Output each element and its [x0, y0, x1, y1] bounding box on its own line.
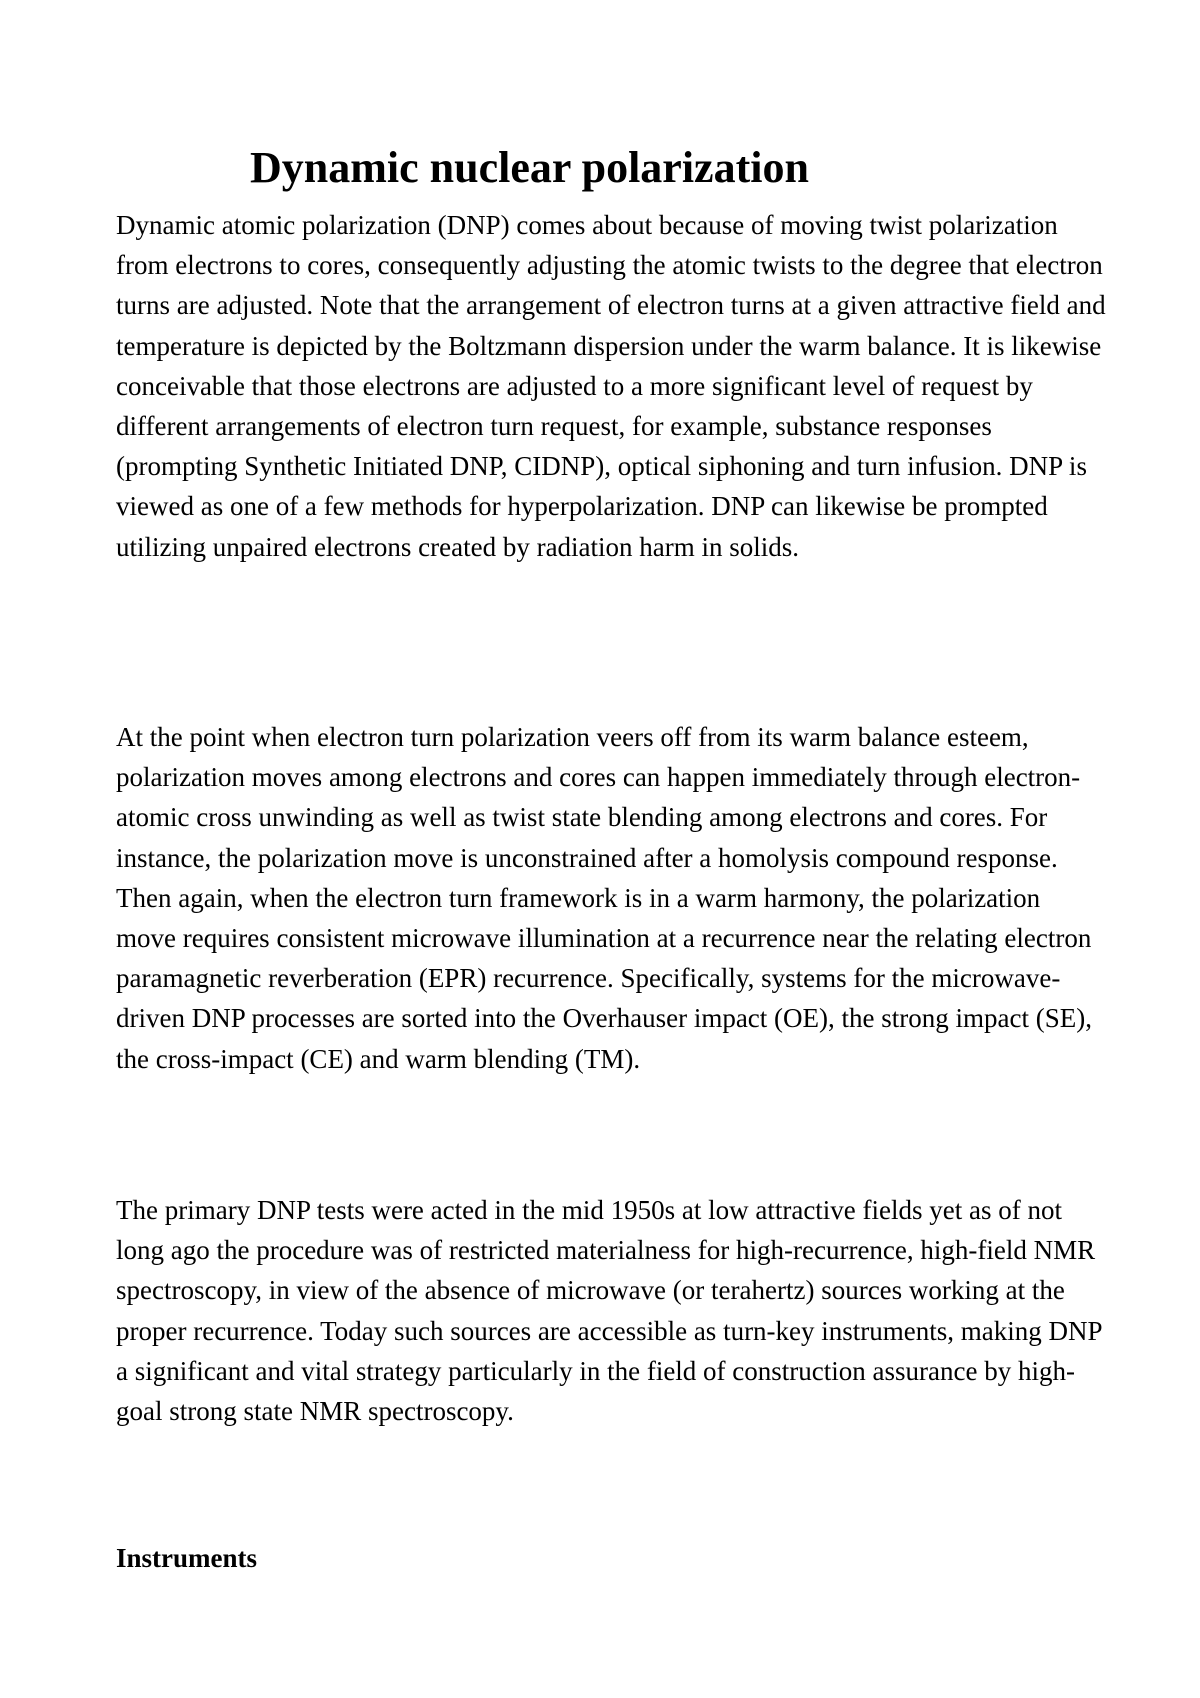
document-title: Dynamic nuclear polarization	[250, 143, 809, 192]
paragraph-polarization-transfer: At the point when electron turn polarization veers off from its warm balance esteem, polarization moves among electrons and cores can happen immediately through electron-atomic cross unwinding as well as twist state blending among electrons and cores. For instance, the polarization move is unconstrained after a homolysis compound response. Then again, when the electron turn framework is in a warm harmony, the polarization move requires consistent microwave illumination at a recurrence near the relating electron paramagnetic reverberation (EPR) recurrence. Specifically, systems for the microwave-driven DNP processes are sorted into the Overhauser impact (OE), the strong impact (SE), the cross-impact (CE) and warm blending (TM).	[116, 722, 1092, 1074]
paragraph-history: The primary DNP tests were acted in the mid 1950s at low attractive fields yet as of not long ago the procedure was of restricted materialness for high-recurrence, high-field NMR spectroscopy, in view of the absence of microwave (or terahertz) sources working at the proper recurrence. Today such sources are accessible as turn-key instruments, making DNP a significant and vital strategy particularly in the field of construction assurance by high-goal strong state NMR spectroscopy.	[116, 1195, 1102, 1427]
paragraph-intro: Dynamic atomic polarization (DNP) comes about because of moving twist polarization from electrons to cores, consequently adjusting the atomic twists to the degree that electron turns are adjusted. Note that the arrangement of electron turns at a given attractive field and temperature is depicted by the Boltzmann dispersion under the warm balance. It is likewise conceivable that those electrons are adjusted to a more significant level of request by different arrangements of electron turn request, for example, substance responses (prompting Synthetic Initiated DNP, CIDNP), optical siphoning and turn infusion. DNP is viewed as one of a few methods for hyperpolarization. DNP can likewise be prompted utilizing unpaired electrons created by radiation harm in solids.	[116, 210, 1106, 562]
section-heading-instruments: Instruments	[116, 1543, 258, 1573]
